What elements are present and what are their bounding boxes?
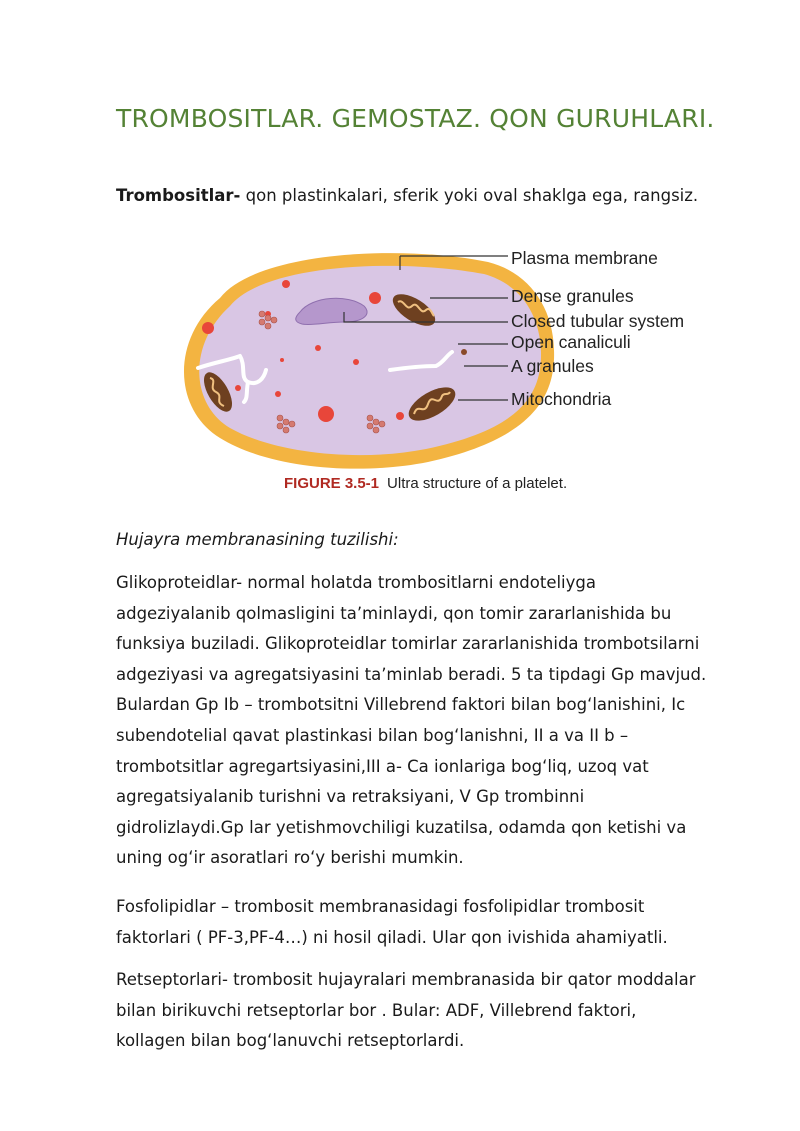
paragraph-line: funksiya buziladi. Glikoproteidlar tomirlar zararlanishida trombotsilarni	[116, 634, 700, 654]
paragraph-line: Bulardan Gp Ib – trombotsitni Villebrend faktori bilan bogʻlanishini, Ic	[116, 695, 686, 715]
label-dense-granules: Dense granules	[511, 286, 634, 306]
paragraph-line: Retseptorlari- trombosit hujayralari membranasida bir qator moddalar	[116, 970, 696, 989]
paragraph-line: gidrolizlaydi.Gp lar yetishmovchiligi kuzatilsa, odamda qon ketishi va	[116, 817, 687, 837]
paragraph-line: faktorlari ( PF-3,PF-4…) ni hosil qiladi. Ular qon ivishida ahamiyatli.	[116, 927, 668, 947]
paragraph-line: bilan birikuvchi retseptorlar bor . Bular: ADF, Villebrend faktori,	[116, 1000, 637, 1020]
intro-text: qon plastinkalari, sferik yoki oval shaklga ega, rangsiz.	[240, 186, 699, 205]
label-mitochondria: Mitochondria	[511, 389, 612, 409]
paragraph-line: trombotsitlar agregartsiyasini,III a- Ca ionlariga bogʻliq, uzoq vat	[116, 756, 649, 776]
label-a-granules: A granules	[511, 356, 594, 376]
paragraph-line: kollagen bilan bogʻlanuvchi retseptorlardi.	[116, 1031, 465, 1051]
caption-number: FIGURE 3.5-1	[284, 475, 380, 492]
section-heading: Hujayra membranasining tuzilishi:	[116, 530, 399, 549]
paragraph-phospholipids	[116, 892, 776, 953]
platelet-figure	[168, 240, 728, 500]
figure-caption	[284, 475, 567, 492]
intro-term: Trombositlar-	[116, 186, 241, 205]
caption-text: Ultra structure of a platelet.	[387, 475, 568, 492]
label-open-canaliculi: Open canaliculi	[511, 332, 631, 352]
paragraph-glycoproteins	[116, 568, 776, 874]
page-title: TROMBOSITLAR. GEMOSTAZ. QON GURUHLARI.	[116, 104, 715, 133]
paragraph-line: adgeziyasi va agregatsiyasini taʼminlab beradi. 5 ta tipdagi Gp mavjud.	[116, 664, 707, 684]
paragraph-line: agregatsiyalanib turishni va retraksiyani, V Gp trombinni	[116, 787, 585, 807]
paragraph-receptors	[116, 965, 776, 1057]
paragraph-line: Fosfolipidlar – trombosit membranasidagi fosfolipidlar trombosit	[116, 897, 645, 916]
intro-paragraph	[116, 186, 698, 205]
paragraph-line: Glikoproteidlar- normal holatda trombositlarni endoteliyga	[116, 573, 596, 592]
paragraph-line: uning ogʻir asoratlari roʻy berishi mumkin.	[116, 848, 464, 868]
paragraph-line: subendotelial qavat plastinkasi bilan bogʻlanishni, II a va II b –	[116, 725, 629, 745]
label-closed-tubular-system: Closed tubular system	[511, 311, 685, 331]
paragraph-line: adgeziyalanib qolmasligini taʼminlaydi, qon tomir zararlanishida bu	[116, 603, 672, 623]
label-plasma-membrane: Plasma membrane	[511, 248, 658, 268]
